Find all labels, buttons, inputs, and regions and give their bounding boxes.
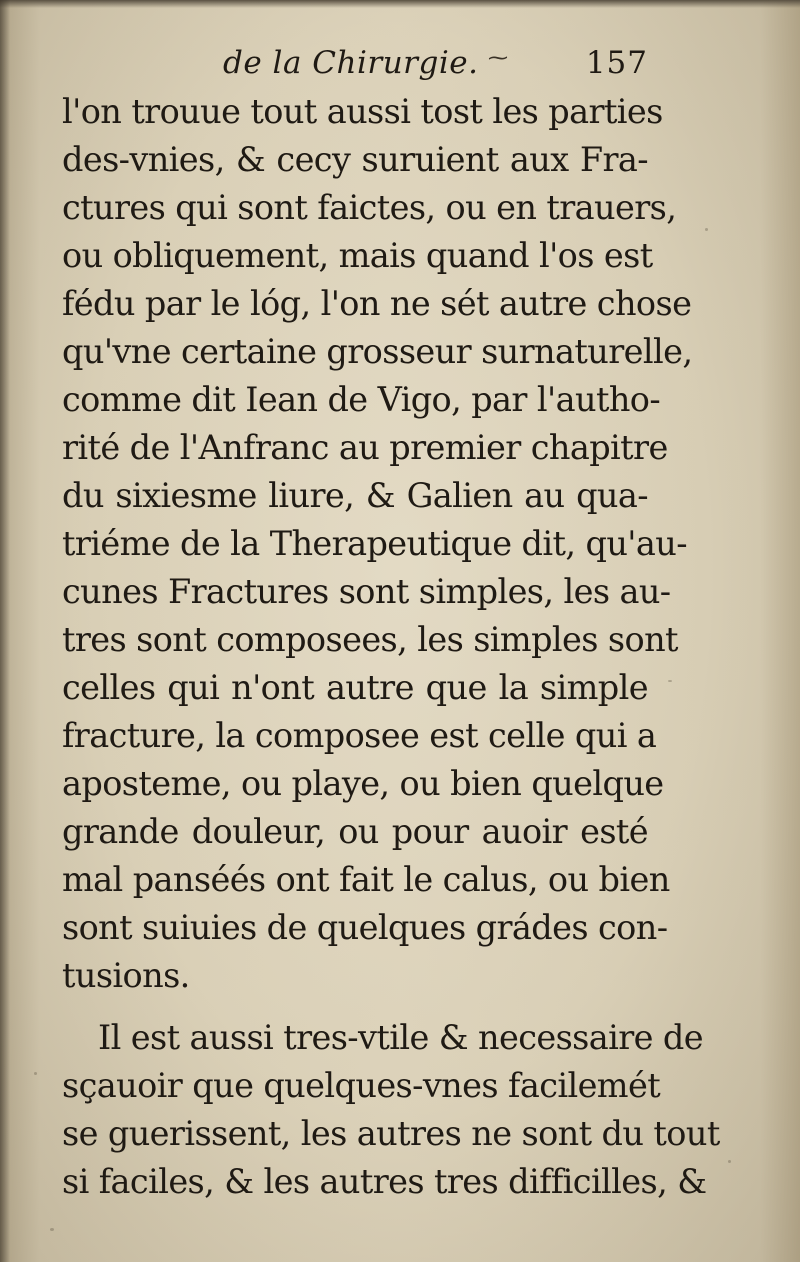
text-line: fracture, la composee est celle qui a (62, 716, 657, 755)
text-line: ou obliquement, mais quand l'os est (62, 236, 653, 275)
paper-speck (668, 680, 672, 682)
paragraph-gap (62, 1000, 648, 1014)
running-title: de la Chirurgie. (223, 45, 479, 81)
text-line: tusions. (62, 956, 190, 995)
page-number: 157 (585, 45, 648, 81)
paragraph-1 (62, 88, 693, 1000)
text-line: celles qui n'ont autre que la simple (62, 668, 648, 707)
text-line: comme dit Iean de Vigo, par l'autho- (62, 380, 661, 419)
paper-speck (705, 228, 708, 231)
text-line: aposteme, ou playe, ou bien quelque (62, 764, 664, 803)
text-line: des-vnies, & cecy suruient aux Fra- (62, 140, 648, 179)
text-line: grande douleur, ou pour auoir esté (62, 812, 648, 851)
text-line: mal panséés ont fait le calus, ou bien (62, 860, 670, 899)
paper-speck (728, 1160, 731, 1163)
text-line: sçauoir que quelques-vnes facilemét (62, 1066, 661, 1105)
ornament-glyph: ⁓ (488, 45, 508, 69)
text-line: l'on trouue tout aussi tost les parties (62, 92, 663, 131)
text-line: du sixiesme liure, & Galien au qua- (62, 476, 648, 515)
text-line: sont suiuies de quelques grádes con- (62, 908, 668, 947)
running-head (60, 38, 650, 88)
text-line: Il est aussi tres-vtile & necessaire de (98, 1018, 704, 1057)
text-line: se guerissent, les autres ne sont du tout (62, 1114, 720, 1153)
body-text (62, 88, 720, 1206)
paper-speck (34, 1072, 37, 1075)
text-line: si faciles, & les autres tres difficilles, & (62, 1162, 707, 1201)
paragraph-2 (62, 1014, 720, 1206)
text-line: fédu par le lóg, l'on ne sét autre chose (62, 284, 692, 323)
text-line: cunes Fractures sont simples, les au- (62, 572, 671, 611)
text-line: tres sont composees, les simples sont (62, 620, 678, 659)
text-line: triéme de la Therapeutique dit, qu'au- (62, 524, 687, 563)
text-line: qu'vne certaine grosseur surnaturelle, (62, 332, 693, 371)
text-line: ctures qui sont faictes, ou en trauers, (62, 188, 677, 227)
paper-speck (50, 1228, 54, 1231)
text-line: rité de l'Anfranc au premier chapitre (62, 428, 668, 467)
